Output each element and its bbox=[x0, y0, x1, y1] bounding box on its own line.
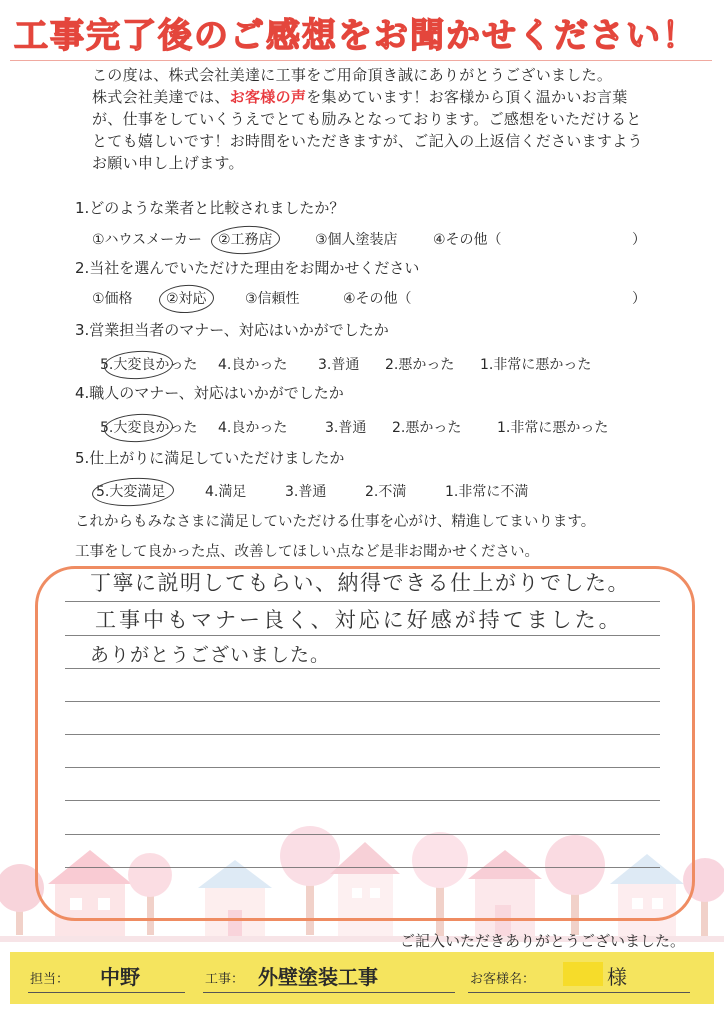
work-label: 工事： bbox=[205, 972, 245, 987]
q3-rating-4 bbox=[218, 355, 287, 375]
q2-option-other bbox=[343, 289, 412, 309]
intro-line: が、仕事をしていくうえでとても励みとなっております。ご感想をいただけると bbox=[92, 110, 642, 128]
closing-note: これからもみなさまに満足していただける仕事を心がけ、精進してまいります。 bbox=[75, 514, 596, 530]
ruled-line bbox=[65, 834, 660, 835]
ruled-line bbox=[65, 635, 660, 636]
intro-line: お願い申し上げます。 bbox=[92, 154, 244, 172]
intro-line: この度は、株式会社美達に工事をご用命頂き誠にありがとうございました。 bbox=[92, 66, 613, 84]
option-label: ④その他（ bbox=[433, 232, 502, 248]
option-label: 2.悪かった bbox=[392, 420, 462, 436]
ruled-line bbox=[65, 867, 660, 868]
ruled-line bbox=[65, 701, 660, 702]
option-label: 1.非常に悪かった bbox=[480, 357, 592, 373]
question-5-text: 5.仕上がりに満足していただけましたか bbox=[75, 449, 345, 467]
customer-suffix: 様 bbox=[607, 965, 627, 989]
work-name: 外壁塗装工事 bbox=[258, 965, 378, 989]
work-underline bbox=[203, 992, 455, 993]
option-label: ②対応 bbox=[166, 291, 207, 307]
q5-rating-2 bbox=[365, 482, 406, 502]
ruled-line bbox=[65, 601, 660, 602]
q1-option-other bbox=[433, 230, 502, 250]
option-label: 3.普通 bbox=[325, 420, 367, 436]
option-label: 4.良かった bbox=[218, 420, 288, 436]
ruled-line bbox=[65, 734, 660, 735]
q3-rating-2 bbox=[385, 355, 454, 375]
staff-label: 担当： bbox=[30, 972, 70, 987]
q1-option-house-maker bbox=[92, 230, 202, 250]
question-1-text: 1.どのような業者と比較されましたか？ bbox=[75, 199, 345, 217]
title-underline bbox=[10, 60, 712, 61]
q3-rating-3 bbox=[318, 355, 359, 375]
customer-underline bbox=[468, 992, 690, 993]
question-4-text: 4.職人のマナー、対応はいかがでしたか bbox=[75, 384, 344, 402]
q1-option-painter bbox=[315, 230, 398, 250]
q2-option-trust bbox=[245, 289, 300, 309]
q3-rating-5 bbox=[100, 355, 197, 375]
option-label: ③個人塗装店 bbox=[315, 232, 398, 248]
option-label: 5.大変良かった bbox=[100, 420, 198, 436]
q1-other-close-paren: ） bbox=[632, 232, 646, 248]
q4-rating-5 bbox=[100, 418, 197, 438]
q2-option-service bbox=[166, 289, 207, 309]
option-label: ④その他（ bbox=[343, 291, 412, 307]
ruled-line bbox=[65, 767, 660, 768]
option-label: 5.大変満足 bbox=[96, 484, 166, 500]
staff-name: 中野 bbox=[100, 965, 140, 989]
option-label: 5.大変良かった bbox=[100, 357, 198, 373]
q4-rating-4 bbox=[218, 418, 287, 438]
q5-rating-4 bbox=[205, 482, 246, 502]
handwritten-comment-line: ありがとうございました。 bbox=[90, 644, 331, 666]
staff-underline bbox=[28, 992, 185, 993]
ruled-line bbox=[65, 800, 660, 801]
intro-text: を集めています！お客様から頂く温かいお言葉 bbox=[306, 88, 628, 106]
q5-rating-1 bbox=[445, 482, 528, 502]
q2-option-price bbox=[92, 289, 133, 309]
option-label: 2.悪かった bbox=[385, 357, 455, 373]
customer-voice-highlight: お客様の声 bbox=[229, 88, 307, 106]
q4-rating-1 bbox=[497, 418, 608, 438]
q1-option-builder bbox=[218, 230, 273, 250]
option-label: 3.普通 bbox=[318, 357, 360, 373]
q4-rating-2 bbox=[392, 418, 461, 438]
q5-rating-3 bbox=[285, 482, 326, 502]
intro-text: 株式会社美達では、 bbox=[92, 88, 230, 106]
handwritten-comment-line: 工事中もマナー良く、対応に好感が持てました。 bbox=[95, 608, 623, 632]
q4-rating-3 bbox=[325, 418, 366, 438]
q2-other-close-paren: ） bbox=[632, 291, 646, 307]
option-label: 3.普通 bbox=[285, 484, 327, 500]
intro-paragraph bbox=[92, 64, 643, 174]
form-title: 工事完了後のご感想をお聞かせください！ bbox=[14, 16, 698, 56]
option-label: 2.不満 bbox=[365, 484, 407, 500]
option-label: 1.非常に不満 bbox=[445, 484, 529, 500]
option-label: ①価格 bbox=[92, 291, 133, 307]
option-label: 4.良かった bbox=[218, 357, 288, 373]
q3-rating-1 bbox=[480, 355, 591, 375]
customer-label: お客様名： bbox=[470, 972, 536, 987]
option-label: ②工務店 bbox=[218, 232, 273, 248]
question-2-text: 2.当社を選んでいただけた理由をお聞かせください bbox=[75, 259, 420, 277]
option-label: 1.非常に悪かった bbox=[497, 420, 609, 436]
customer-name-redacted bbox=[563, 962, 603, 986]
footer-band bbox=[10, 952, 714, 1004]
ruled-line bbox=[65, 668, 660, 669]
handwritten-comment-line: 丁寧に説明してもらい、納得できる仕上がりでした。 bbox=[90, 571, 630, 595]
question-3-text: 3.営業担当者のマナー、対応はいかがでしたか bbox=[75, 321, 389, 339]
option-label: 4.満足 bbox=[205, 484, 247, 500]
intro-line bbox=[92, 86, 643, 108]
intro-line: とても嬉しいです！お時間をいただきますが、ご記入の上返信くださいますよう bbox=[92, 132, 643, 150]
option-label: ③信頼性 bbox=[245, 291, 300, 307]
thank-you-note: ご記入いただきありがとうございました。 bbox=[400, 932, 686, 950]
q5-rating-5 bbox=[96, 482, 165, 502]
comment-prompt: 工事をして良かった点、改善してほしい点など是非お聞かせください。 bbox=[75, 544, 539, 560]
option-label: ①ハウスメーカー bbox=[92, 232, 202, 248]
